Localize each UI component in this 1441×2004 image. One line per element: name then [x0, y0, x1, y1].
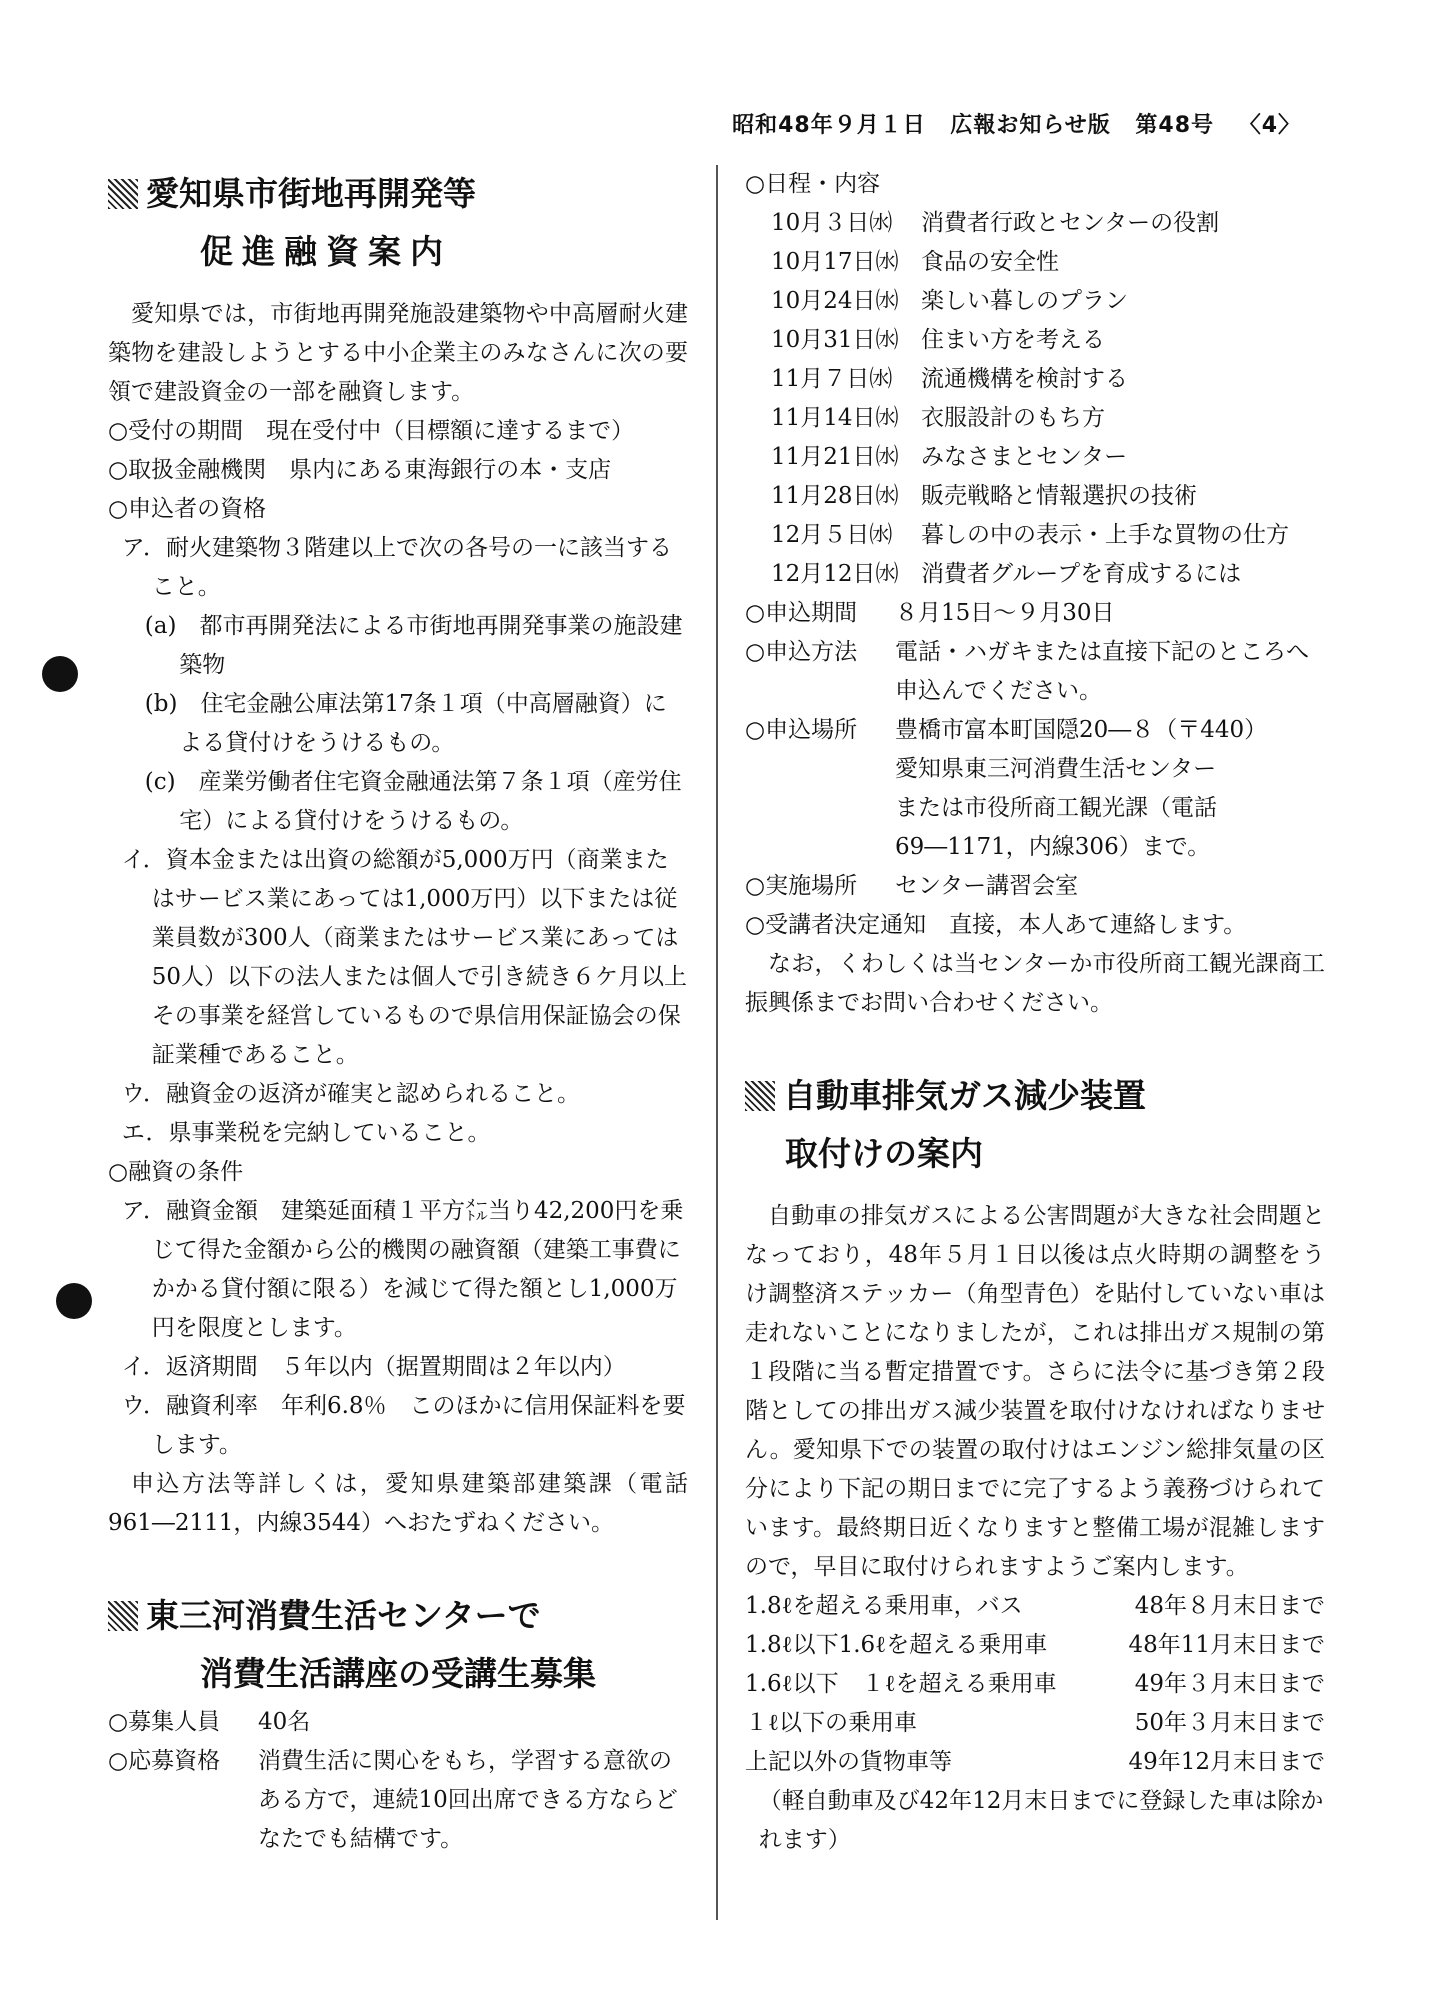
period-value: ８月15日～９月30日	[895, 600, 1115, 626]
exemption-note: （軽自動車及び42年12月末日までに登録した車は除かれます）	[758, 1788, 1324, 1853]
left-column	[108, 165, 688, 1859]
schedule-row	[771, 360, 1325, 399]
schedule-topic: 暮しの中の表示・上手な買物の仕方	[921, 522, 1289, 548]
deadline-row	[745, 1704, 1325, 1743]
article3-heading	[745, 1067, 1325, 1183]
article3-title-line2: 取付けの案内	[785, 1134, 983, 1173]
article2-title-line2: 消費生活講座の受講生募集	[200, 1654, 596, 1693]
schedule-row	[771, 555, 1325, 594]
reception-period: ○受付の期間 現在受付中（目標額に達するまで）	[108, 418, 635, 444]
eligibility-a3: (c) 産業労働者住宅資金融通法第７条１項（産労住宅）による貸付けをうけるもの。	[144, 769, 682, 834]
article3-body: 自動車の排気ガスによる公害問題が大きな社会問題となっており，48年５月１日以後は点火時期の調整をうけ調整済ステッカー（角型青色）を貼付していない車は走れないことになりましたが，これは排出ガス規制の第１段階に当る暫定措置です。さらに法令に基づき第２段階としての排出ガス減少装置を取付けなければなりません。愛知県下での装置の取付けはエンジン総排気量の区分により下記の期日までに完了するよう義務づけられています。最終期日近くなりますと整備工場が混雑しますので，早目に取付けられますようご案内します。	[745, 1203, 1325, 1580]
schedule-date: 10月24日㈬	[771, 288, 899, 314]
schedule-date: 11月21日㈬	[771, 444, 899, 470]
deadline-table	[745, 1587, 1325, 1782]
period-label: ○申込期間	[745, 600, 858, 626]
eligibility-d: エ．県事業税を完納していること。	[121, 1120, 491, 1146]
hatch-icon	[108, 179, 138, 209]
schedule-title: ○日程・内容	[745, 171, 881, 197]
schedule-row	[771, 477, 1325, 516]
qualification-label: ○応募資格	[108, 1748, 221, 1774]
hatch-icon	[745, 1081, 775, 1111]
article2-heading	[108, 1587, 688, 1703]
decision-notice: ○受講者決定通知 直接，本人あて連絡します。	[745, 912, 1247, 938]
venue-value: センター講習会室	[895, 873, 1079, 899]
deadline-date: 49年３月末日まで	[1134, 1671, 1325, 1697]
capacity-label: ○募集人員	[108, 1709, 221, 1735]
eligibility-a1: (a) 都市再開発法による市街地再開発事業の施設建築物	[144, 613, 683, 678]
deadline-date: 50年３月末日まで	[1134, 1710, 1325, 1736]
vehicle-class: 1.8ℓを超える乗用車，バス	[745, 1593, 1023, 1619]
column-divider	[716, 165, 718, 1920]
place-value-1: 豊橋市富本町国隠20―８（〒440）	[895, 717, 1268, 743]
article2-title-line1: 東三河消費生活センターで	[146, 1596, 541, 1635]
schedule-date: 10月３日㈬	[771, 210, 893, 236]
issue-number: 第48号	[1135, 113, 1215, 138]
schedule-date: 11月28日㈬	[771, 483, 899, 509]
vehicle-class: 1.8ℓ以下1.6ℓを超える乗用車	[745, 1632, 1048, 1658]
article1-title-line1: 愛知県市街地再開発等	[146, 174, 476, 213]
deadline-row	[745, 1743, 1325, 1782]
eligibility-a: ア．耐火建築物３階建以上で次の各号の一に該当すること。	[121, 535, 672, 600]
schedule-topic: 食品の安全性	[921, 249, 1059, 275]
deadline-date: 49年12月末日まで	[1128, 1749, 1325, 1775]
condition-b: イ．返済期間 ５年以内（据置期間は２年以内）	[121, 1354, 626, 1380]
schedule-list	[745, 204, 1325, 594]
venue-label: ○実施場所	[745, 873, 858, 899]
deadline-row	[745, 1626, 1325, 1665]
page-number: 〈4〉	[1238, 113, 1301, 138]
schedule-row	[771, 516, 1325, 555]
schedule-date: 12月５日㈬	[771, 522, 893, 548]
financial-institution: ○取扱金融機関 県内にある東海銀行の本・支店	[108, 457, 612, 483]
article1-title-line2: 促進融資案内	[200, 232, 452, 271]
deadline-date: 48年８月末日まで	[1134, 1593, 1325, 1619]
schedule-date: 11月７日㈬	[771, 366, 893, 392]
period-row	[745, 594, 1325, 633]
method-value: 電話・ハガキまたは直接下記のところへ申込んでください。	[895, 639, 1309, 704]
capacity-value: 40名	[258, 1709, 311, 1735]
hatch-icon	[108, 1601, 138, 1631]
condition-c: ウ．融資利率 年利6.8％ このほかに信用保証料を要します。	[121, 1393, 686, 1458]
eligibility-a2: (b) 住宅金融公庫法第17条１項（中高層融資）による貸付けをうけるもの。	[144, 691, 667, 756]
place-row	[745, 711, 1325, 867]
schedule-row	[771, 282, 1325, 321]
eligibility-title: ○申込者の資格	[108, 496, 267, 522]
condition-a: ア．融資金額 建築延面積１平方㍍当り42,200円を乗じて得た金額から公的機関の融資額（建築工事費にかかる貸付額に限る）を減じて得た額とし1,000万円を限度とします。	[121, 1198, 684, 1341]
binding-hole	[42, 656, 78, 692]
deadline-date: 48年11月末日まで	[1128, 1632, 1325, 1658]
venue-row	[745, 867, 1325, 906]
method-label: ○申込方法	[745, 639, 858, 665]
capacity-row	[108, 1703, 688, 1742]
vehicle-class: 上記以外の貨物車等	[745, 1749, 952, 1775]
article1-contact: 申込方法等詳しくは，愛知県建築部建築課（電話961―2111，内線3544）へおたずねください。	[108, 1471, 688, 1536]
schedule-date: 11月14日㈬	[771, 405, 899, 431]
schedule-date: 12月12日㈬	[771, 561, 899, 587]
schedule-topic: 販売戦略と情報選択の技術	[921, 483, 1197, 509]
deadline-row	[745, 1665, 1325, 1704]
method-row	[745, 633, 1325, 711]
place-value-2: 愛知県東三河消費生活センター	[895, 756, 1217, 782]
article2-inquiry: なお，くわしくは当センターか市役所商工観光課商工振興係までお問い合わせください。	[745, 951, 1325, 1016]
article1-intro: 愛知県では，市街地再開発施設建築物や中高層耐火建築物を建設しようとする中小企業主のみなさんに次の要領で建設資金の一部を融資します。	[108, 301, 688, 405]
qualification-value: 消費生活に関心をもち，学習する意欲のある方で，連続10回出席できる方ならどなたでも結構です。	[258, 1748, 678, 1852]
eligibility-c: ウ．融資金の返済が確実と認められること。	[121, 1081, 580, 1107]
eligibility-b: イ．資本金または出資の総額が5,000万円（商業またはサービス業にあっては1,000万円）以下または従業員数が300人（商業またはサービス業にあっては50人）以下の法人または個人で引き続き６ケ月以上その事業を経営しているもので県信用保証協会の保証業種であること。	[121, 847, 687, 1068]
place-value-3: または市役所商工観光課（電話69―1171，内線306）まで。	[895, 795, 1217, 860]
schedule-date: 10月17日㈬	[771, 249, 899, 275]
schedule-topic: 楽しい暮しのプラン	[921, 288, 1128, 314]
conditions-title: ○融資の条件	[108, 1159, 244, 1185]
schedule-topic: 流通機構を検討する	[921, 366, 1128, 392]
schedule-topic: 住まい方を考える	[921, 327, 1105, 353]
schedule-topic: みなさまとセンター	[921, 444, 1128, 470]
schedule-topic: 消費者グループを育成するには	[921, 561, 1242, 587]
schedule-row	[771, 438, 1325, 477]
article3-title-line1: 自動車排気ガス減少装置	[783, 1076, 1146, 1115]
schedule-row	[771, 321, 1325, 360]
schedule-row	[771, 204, 1325, 243]
issue-date: 昭和48年９月１日	[732, 113, 926, 138]
vehicle-class: １ℓ以下の乗用車	[745, 1710, 918, 1736]
page-header	[716, 108, 1301, 139]
deadline-row	[745, 1587, 1325, 1626]
schedule-row	[771, 243, 1325, 282]
schedule-topic: 衣服設計のもち方	[921, 405, 1105, 431]
vehicle-class: 1.6ℓ以下 １ℓを超える乗用車	[745, 1671, 1057, 1697]
article1-heading	[108, 165, 688, 281]
schedule-row	[771, 399, 1325, 438]
place-label: ○申込場所	[745, 717, 858, 743]
binding-hole	[56, 1283, 92, 1319]
publication-name: 広報お知らせ版	[950, 113, 1111, 138]
right-column	[745, 165, 1325, 1860]
schedule-date: 10月31日㈬	[771, 327, 899, 353]
schedule-topic: 消費者行政とセンターの役割	[921, 210, 1220, 236]
qualification-row	[108, 1742, 688, 1859]
